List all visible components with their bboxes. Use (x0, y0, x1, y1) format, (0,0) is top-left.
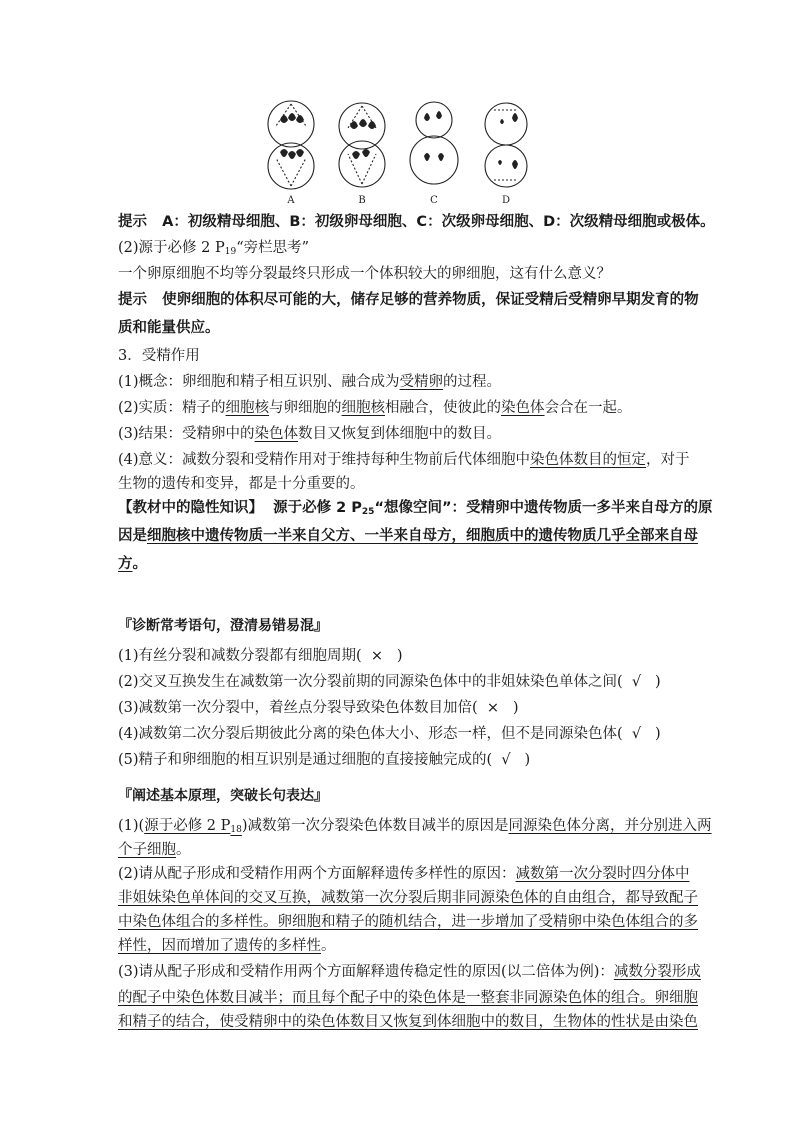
section-3-title: 3．受精作用 (118, 348, 200, 364)
expl-p3-line-2 (118, 988, 698, 1008)
expl-p2-u1: 减数第一次分裂时四分体中 (515, 866, 690, 882)
cell-c-drawing (410, 102, 458, 184)
sec3-c1-b: 的过程。 (443, 374, 502, 390)
hidden-l2-a: 因是 (118, 528, 147, 544)
sec3-result (118, 424, 501, 444)
hidden-tag: 【教材中的隐性知识】 (118, 500, 263, 516)
diag-item-5-text: (5)精子和卵细胞的相互识别是通过细胞的直接接触完成的( (118, 752, 493, 768)
q2-source-pre: (2)源于必修 2 P (118, 240, 225, 256)
expl-p2-line-1 (118, 864, 690, 884)
expl-p2-line-4 (118, 936, 336, 956)
expl-p1-sub: 18 (230, 825, 242, 835)
expl-p1-u1: 同源染色体分离，并分别进入两 (508, 818, 712, 834)
explanation-heading: 『阐述基本原理，突破长句表达』 (118, 788, 328, 804)
hidden-src-pre: 源于必修 2 P (273, 500, 362, 516)
diag-item-2-text: (2)交叉互换发生在减数第一次分裂前期的同源染色体中的非姐妹染色单体之间( (118, 674, 623, 690)
check-mark-icon: √ (631, 674, 642, 690)
cell-b-drawing (339, 103, 385, 187)
q2-hint-line-2: 质和能量供应。 (118, 320, 220, 336)
sec3-c2-u2: 细胞核 (341, 400, 386, 416)
cell-d-drawing (485, 103, 527, 187)
expl-p2-c: 。 (321, 938, 336, 954)
sec3-c4-b: ，对于 (646, 452, 690, 468)
sec3-c3-b: 数目又恢复到体细胞中的数目。 (298, 426, 502, 442)
expl-p1-line-2 (118, 840, 191, 860)
figure-label-b: B (358, 195, 366, 206)
hint-text: A：初级精母细胞、B：初级卵母细胞、C：次级卵母细胞、D：次级精母细胞或极体。 (162, 214, 715, 230)
hidden-l2-u: 细胞核中遗传物质一半来自父方、一半来自母方，细胞质中的遗传物质几乎全部来自母 (147, 528, 698, 544)
expl-p1-b: )减数第一次分裂染色体数目减半的原因是 (241, 818, 509, 834)
diag-item-4-text: (4)减数第二次分裂后期彼此分离的染色体大小、形态一样，但不是同源染色体( (118, 726, 623, 742)
hint-prefix: 提示 (118, 214, 147, 230)
sec3-c2-c: 相融合，使彼此的 (385, 400, 502, 416)
diag-item-4-close: ) (655, 726, 661, 742)
diagnosis-title: 诊断常考语句，澄清易错易混 (132, 618, 314, 634)
sec3-c3-a: (3)结果：受精卵中的 (118, 426, 255, 442)
diag-item-5-close: ) (524, 752, 531, 768)
q2-source-post: “旁栏思考” (236, 240, 310, 256)
diag-item-1-text: (1)有丝分裂和减数分裂都有细胞周期( (118, 648, 362, 664)
sec3-c2-d: 会合在一起。 (544, 400, 632, 416)
expl-p2-u2: 非姐妹染色单体间的交叉互换，减数第一次分裂后期非同源染色体的自由组合，都导致配子 (118, 890, 698, 906)
diag-item-3-close: ) (512, 700, 519, 716)
q2-question: 一个卵原细胞不均等分裂最终只形成一个体积较大的卵细胞，这有什么意义？ (118, 266, 611, 282)
diag-item-1-close: ) (396, 648, 403, 664)
expl-p2-line-3 (118, 912, 698, 932)
q2-hint-line-1 (118, 290, 699, 310)
cross-mark-icon: × (486, 700, 500, 716)
diag-item-3 (118, 698, 519, 718)
sec3-concept (118, 372, 501, 392)
sec3-meaning-2: 生物的遗传和变异，都是十分重要的。 (118, 476, 365, 492)
check-mark-icon: √ (501, 752, 511, 768)
expl-p3-line-3 (118, 1012, 698, 1032)
expl-p1-a: (1)( (118, 818, 145, 834)
hint-1 (118, 212, 715, 232)
expl-p2-u4: 样性，因而增加了遗传的多样性 (118, 938, 321, 954)
hidden-knowledge-line-2 (118, 526, 698, 546)
diag-item-5 (118, 750, 530, 770)
figure-label-a: A (287, 195, 295, 206)
q2-hint-text-1: 使卵细胞的体积尽可能的大，储存足够的营养物质，保证受精后受精卵早期发育的物 (162, 292, 699, 308)
explanation-title: 阐述基本原理，突破长句表达 (132, 788, 314, 804)
sec3-essence (118, 398, 632, 418)
sec3-c4-u: 染色体数目的恒定 (530, 452, 647, 468)
diag-item-3-text: (3)减数第一次分裂中，着丝点分裂导致染色体数目加倍( (118, 700, 478, 716)
cross-mark-icon: × (370, 648, 384, 664)
expl-p2-a: (2)请从配子形成和受精作用两个方面解释遗传多样性的原因： (118, 866, 516, 882)
expl-p3-a: (3)请从配子形成和受精作用两个方面解释遗传稳定性的原因(以二倍体为例)： (118, 964, 614, 980)
sec3-c1-u: 受精卵 (399, 374, 444, 390)
expl-p1-src: 源于必修 2 P (144, 818, 231, 834)
check-mark-icon: √ (631, 726, 642, 742)
expl-p2-line-2 (118, 888, 698, 908)
meiosis-cells-figure (258, 96, 538, 208)
expl-p1-c: 。 (176, 842, 191, 858)
sec3-c1-a: (1)概念：卵细胞和精子相互识别、融合成为 (118, 374, 400, 390)
expl-p3-line-1 (118, 962, 701, 982)
diagnosis-heading: 『诊断常考语句，澄清易错易混』 (118, 618, 328, 634)
diag-item-2-close: ) (655, 674, 661, 690)
q2-source-sub: 19 (224, 247, 237, 257)
diag-item-1 (118, 646, 403, 666)
hidden-knowledge-line-3 (118, 554, 147, 574)
hidden-knowledge-line-1 (118, 498, 713, 522)
sec3-c2-u3: 染色体 (501, 400, 545, 416)
diag-item-2 (118, 672, 661, 692)
sec3-c2-b: 与卵细胞的 (269, 400, 342, 416)
q2-source (118, 238, 309, 262)
sec3-c3-u: 染色体 (254, 426, 299, 442)
figure-label-c: C (430, 195, 438, 206)
sec3-c2-u1: 细胞核 (225, 400, 270, 416)
expl-p1-line-1 (118, 816, 712, 840)
expl-p3-u3: 和精子的结合，使受精卵中的染色体数目又恢复到体细胞中的数目，生物体的性状是由染色 (118, 1014, 698, 1030)
hidden-src-sub: 25 (361, 507, 375, 517)
hidden-src-post: “想像空间”：受精卵中遗传物质一多半来自母方的原 (374, 500, 713, 516)
sec3-meaning-1 (118, 450, 690, 470)
q2-hint-prefix: 提示 (118, 292, 147, 308)
expl-p1-u2: 个子细胞 (118, 842, 176, 858)
figure-label-d: D (501, 195, 511, 206)
hidden-l3-b: 。 (132, 556, 147, 572)
sec3-c2-a: (2)实质：精子的 (118, 400, 226, 416)
expl-p2-u3: 中染色体组合的多样性。卵细胞和精子的随机结合，进一步增加了受精卵中染色体组合的多 (118, 914, 698, 930)
sec3-c4-a: (4)意义：减数分裂和受精作用对于维持每种生物前后代体细胞中 (118, 452, 531, 468)
expl-p3-u2: 的配子中染色体数目减半；而且每个配子中的染色体是一整套非同源染色体的组合。卵细胞 (118, 990, 698, 1006)
diag-item-4 (118, 724, 661, 744)
hidden-l3-u: 方 (118, 556, 133, 572)
expl-p3-u1: 减数分裂形成 (613, 964, 701, 980)
